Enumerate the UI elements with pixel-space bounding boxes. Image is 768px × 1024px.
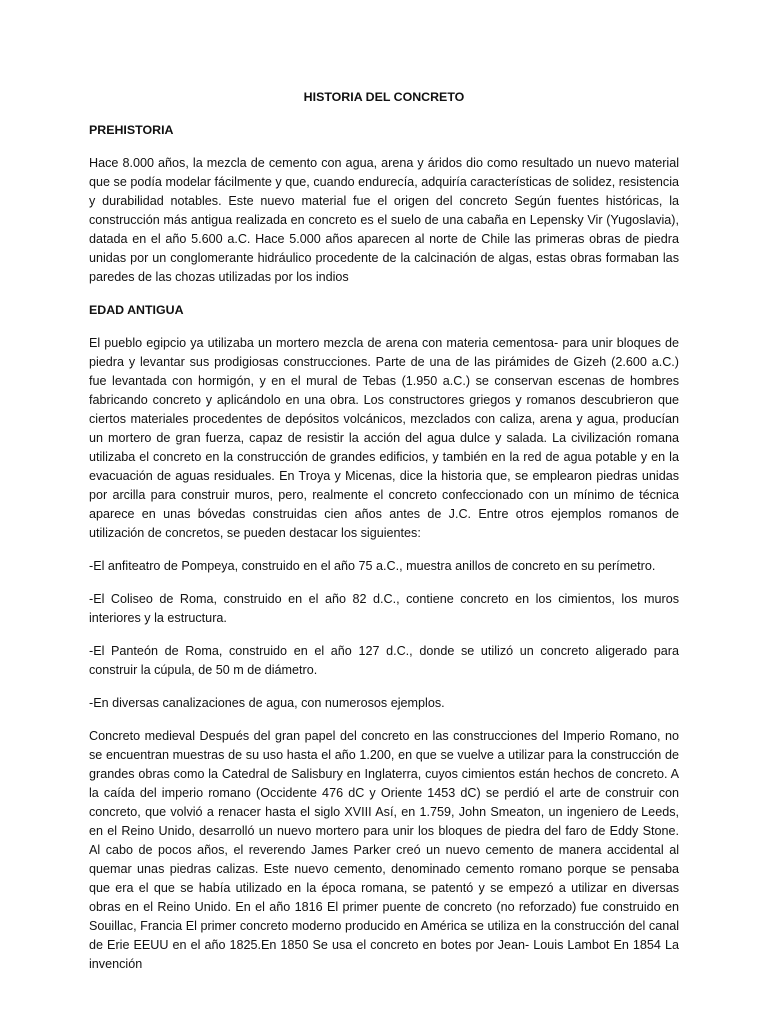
document-title: HISTORIA DEL CONCRETO	[303, 90, 465, 104]
document-page	[89, 88, 679, 974]
paragraph-concreto-medieval: Concreto medieval Después del gran papel del concreto en las construcciones del Imperio Romano, no se encuentran muestras de su uso hasta el año 1.200, en que se vuelve a utilizar para la construcción de grandes obras como la Catedral de Salisbury en Inglaterra, cuyos cimientos están hechos de concreto. A la caída del imperio romano (Occidente 476 dC y Oriente 1453 dC) se perdió el arte de construir con concreto, que volvió a renacer hasta el siglo XVIII Así, en 1.759, John Smeaton, un ingeniero de Leeds, en el Reino Unido, desarrolló un nuevo mortero para unir los bloques de piedra del faro de Eddy Stone. Al cabo de pocos años, el reverendo James Parker creó un nuevo cemento de manera accidental al quemar unas piedras calizas. Este nuevo cemento, denominado cemento romano porque se pensaba que era el que se había utilizado en la época romana, se patentó y se empezó a utilizar en diversas obras en el Reino Unido. En el año 1816 El primer puente de concreto (no reforzado) fue construido en Souillac, Francia El primer concreto moderno producido en América se utiliza en la construcción del canal de Erie EEUU en el año 1825.En 1850 Se usa el concreto en botes por Jean- Louis Lambot En 1854 La invención	[89, 729, 679, 971]
section-heading-edad-antigua: EDAD ANTIGUA	[89, 303, 184, 317]
list-item-pompeya: -El anfiteatro de Pompeya, construido en el año 75 a.C., muestra anillos de concreto en su perímetro.	[89, 559, 656, 573]
section-heading-prehistoria: PREHISTORIA	[89, 123, 174, 137]
list-item-canalizaciones: -En diversas canalizaciones de agua, con numerosos ejemplos.	[89, 696, 445, 710]
paragraph-edad-antigua-intro: El pueblo egipcio ya utilizaba un mortero mezcla de arena con materia cementosa- para unir bloques de piedra y levantar sus prodigiosas construcciones. Parte de una de las pirámides de Gizeh (2.600 a.C.) fue levantada con hormigón, y en el mural de Tebas (1.950 a.C.) se conservan escenas de hombres fabricando concreto y aplicándolo en una obra. Los constructores griegos y romanos descubrieron que ciertos materiales procedentes de depósitos volcánicos, mezclados con caliza, arena y agua, producían un mortero de gran fuerza, capaz de resistir la acción del agua dulce y salada. La civilización romana utilizaba el concreto en la construcción de grandes edificios, y también en la red de agua potable y en la evacuación de aguas residuales. En Troya y Micenas, dice la historia que, se emplearon piedras unidas por arcilla para construir muros, pero, realmente el concreto confeccionado con un mínimo de técnica aparece en unas bóvedas construidas cien años antes de J.C. Entre otros ejemplos romanos de utilización de concretos, se pueden destacar los siguientes:	[89, 336, 679, 540]
list-item-coliseo: -El Coliseo de Roma, construido en el año 82 d.C., contiene concreto en los cimientos, los muros interiores y la estructura.	[89, 592, 679, 625]
list-item-panteon: -El Panteón de Roma, construido en el año 127 d.C., donde se utilizó un concreto aligerado para construir la cúpula, de 50 m de diámetro.	[89, 644, 679, 677]
paragraph-prehistoria: Hace 8.000 años, la mezcla de cemento con agua, arena y áridos dio como resultado un nuevo material que se podía modelar fácilmente y que, cuando endurecía, adquiría características de solidez, resistencia y durabilidad notables. Este nuevo material fue el origen del concreto Según fuentes históricas, la construcción más antigua realizada en concreto es el suelo de una cabaña en Lepensky Vir (Yugoslavia), datada en el año 5.600 a.C. Hace 5.000 años aparecen al norte de Chile las primeras obras de piedra unidas por un conglomerante hidráulico procedente de la calcinación de algas, estas obras formaban las paredes de las chozas utilizadas por los indios	[89, 156, 679, 284]
